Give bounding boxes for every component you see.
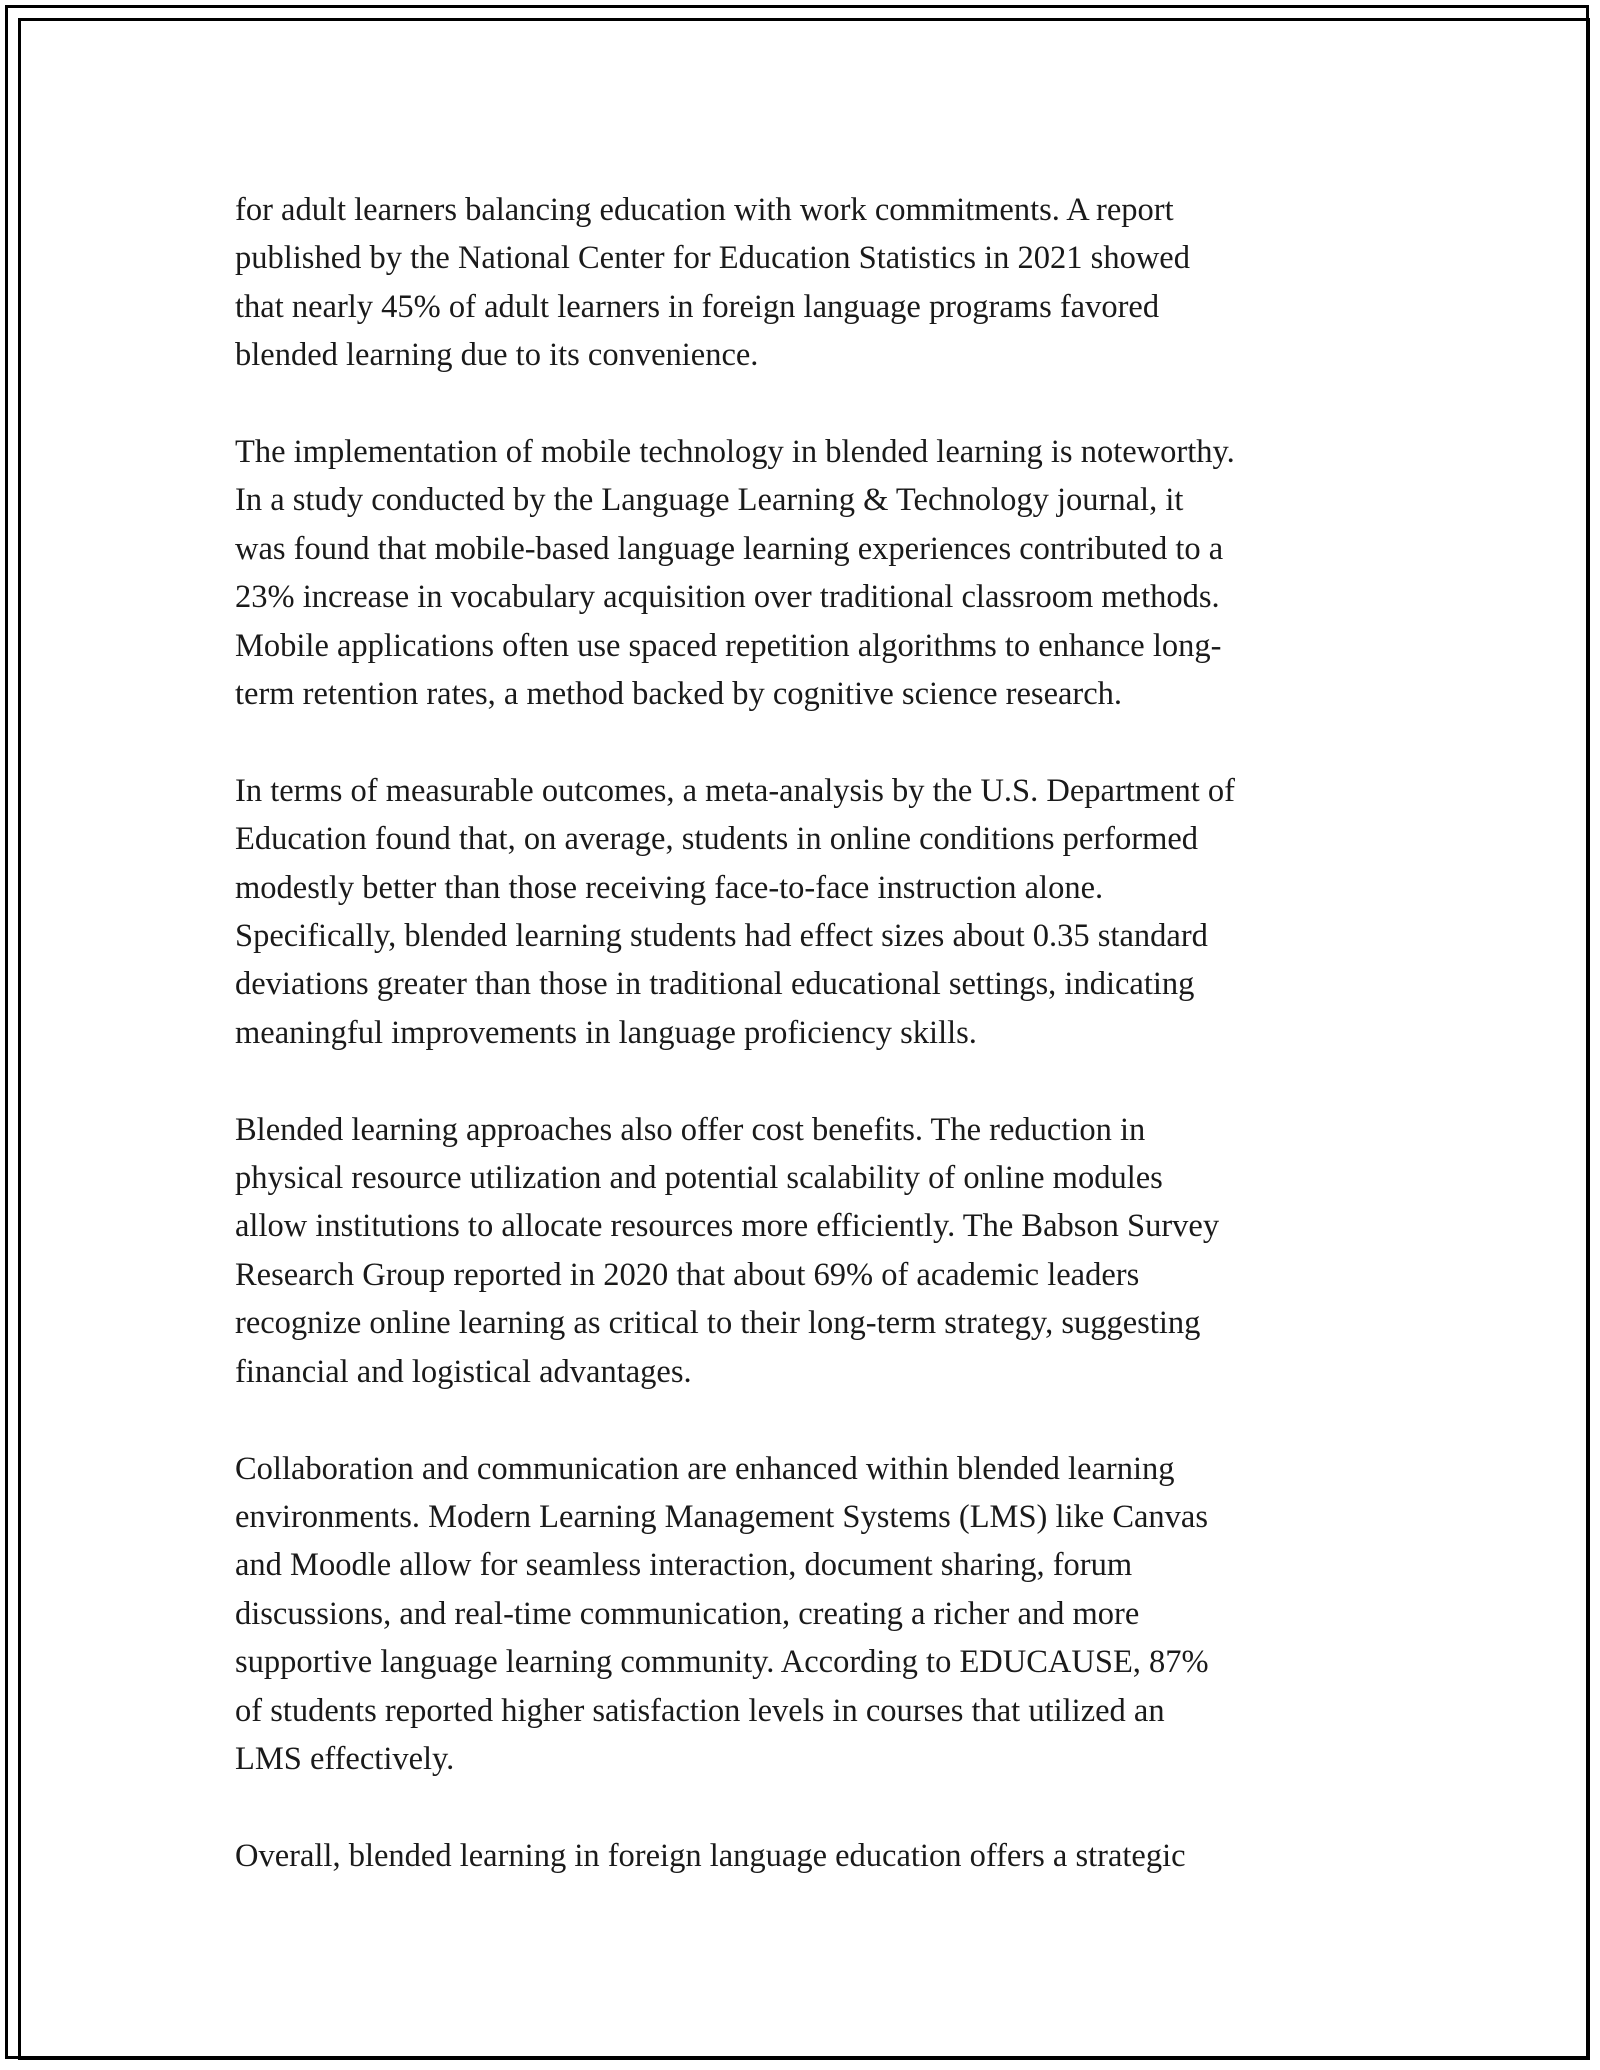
paragraph-3	[235, 767, 1375, 1057]
text-line: environments. Modern Learning Management Systems (LMS) like Canvas	[235, 1498, 1209, 1535]
text-line: deviations greater than those in traditional educational settings, indicating	[235, 966, 1195, 1003]
text-line: of students reported higher satisfaction levels in courses that utilized an	[235, 1692, 1165, 1729]
text-line: blended learning due to its convenience.	[235, 337, 759, 374]
paragraph-6	[235, 1832, 1375, 1880]
text-line: meaningful improvements in language proficiency skills.	[235, 1014, 977, 1051]
text-line: Overall, blended learning in foreign language education offers a strategic	[235, 1837, 1186, 1874]
text-line: and Moodle allow for seamless interaction, document sharing, forum	[235, 1547, 1133, 1584]
text-line: allow institutions to allocate resources more efficiently. The Babson Survey	[235, 1208, 1220, 1245]
text-line: The implementation of mobile technology in blended learning is noteworthy.	[235, 434, 1235, 471]
paragraph-2	[235, 428, 1375, 718]
text-line: was found that mobile-based language learning experiences contributed to a	[235, 530, 1224, 567]
text-line: that nearly 45% of adult learners in foreign language programs favored	[235, 288, 1160, 325]
text-line: LMS effectively.	[235, 1740, 455, 1777]
text-line: 23% increase in vocabulary acquisition over traditional classroom methods.	[235, 579, 1220, 616]
text-line: In terms of measurable outcomes, a meta-analysis by the U.S. Department of	[235, 772, 1235, 809]
text-line: Specifically, blended learning students had effect sizes about 0.35 standard	[235, 918, 1208, 955]
text-line: Mobile applications often use spaced repetition algorithms to enhance long-	[235, 627, 1222, 664]
text-line: modestly better than those receiving face-to-face instruction alone.	[235, 869, 1104, 906]
text-line: discussions, and real-time communication, creating a richer and more	[235, 1595, 1140, 1632]
text-line: for adult learners balancing education with work commitments. A report	[235, 192, 1174, 228]
paragraph-1	[235, 186, 1375, 380]
text-line: Collaboration and communication are enhanced within blended learning	[235, 1450, 1175, 1487]
document-body	[235, 186, 1375, 1929]
text-line: physical resource utilization and potential scalability of online modules	[235, 1160, 1163, 1197]
text-line: financial and logistical advantages.	[235, 1353, 692, 1390]
paragraph-5	[235, 1445, 1375, 1784]
text-line: Research Group reported in 2020 that about 69% of academic leaders	[235, 1256, 1140, 1293]
text-line: term retention rates, a method backed by cognitive science research.	[235, 676, 1123, 713]
paragraph-4	[235, 1106, 1375, 1396]
text-line: published by the National Center for Education Statistics in 2021 showed	[235, 240, 1190, 277]
text-line: recognize online learning as critical to their long-term strategy, suggesting	[235, 1305, 1201, 1342]
text-line: Blended learning approaches also offer cost benefits. The reduction in	[235, 1111, 1146, 1148]
text-line: In a study conducted by the Language Learning & Technology journal, it	[235, 482, 1184, 519]
text-line: supportive language learning community. According to EDUCAUSE, 87%	[235, 1644, 1209, 1681]
text-line: Education found that, on average, students in online conditions performed	[235, 821, 1199, 858]
